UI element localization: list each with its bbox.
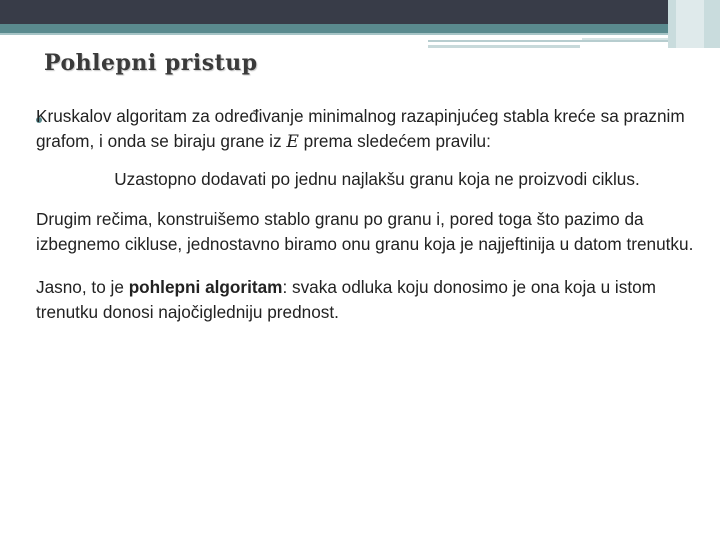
header-accent-line: [428, 40, 668, 42]
conclusion-text: Jasno, to je: [36, 277, 129, 297]
header-bar-teal: [0, 24, 720, 33]
conclusion-text-end: : svaka odluka koju donosimo je ona koja u istom trenutku donosi najočigledniju prednost.: [36, 277, 656, 322]
paragraph-intro: [36, 104, 696, 155]
paragraph-conclusion: [36, 275, 696, 325]
header-bar-teal-light: [0, 33, 720, 35]
header-corner-block-inner: [676, 0, 704, 48]
slide-content: [36, 104, 696, 325]
header-bar-dark: [0, 0, 720, 24]
rule-statement: Uzastopno dodavati po jednu najlakšu granu koja ne proizvodi ciklus.: [114, 169, 640, 189]
header-accent-line: [582, 38, 668, 40]
header-accent-line: [428, 45, 580, 48]
emphasis-term: pohlepni algoritam: [128, 277, 283, 297]
slide-title: Pohlepni pristup: [44, 50, 258, 76]
header-corner-block: [668, 0, 720, 48]
paragraph-explanation: Drugim rečima, konstruišemo stablo granu po granu i, pored toga što pazimo da izbegnemo cikluse, jednostavno biramo onu granu koja je najjeftinija u datom trenutku.: [36, 209, 694, 254]
intro-text: Kruskalov algoritam za određivanje minimalnog razapinjućeg stabla kreće sa praznim grafom, i onda se biraju grane iz: [36, 106, 685, 151]
intro-text-end: prema sledećem pravilu:: [298, 131, 491, 151]
math-variable: E: [286, 132, 299, 152]
